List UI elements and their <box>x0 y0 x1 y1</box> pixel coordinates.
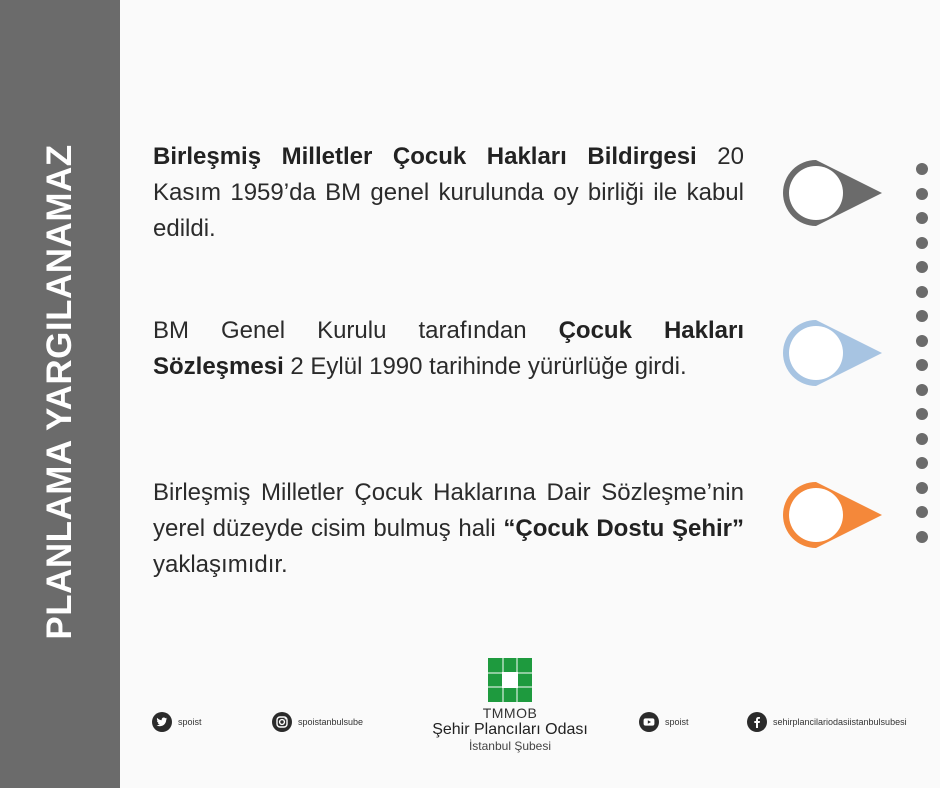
marker-hole <box>789 326 843 380</box>
paragraph-child-friendly-city <box>153 475 744 583</box>
instagram-icon <box>272 712 292 732</box>
sidebar <box>0 0 120 788</box>
child-friendly-text-after: yaklaşımıdır. <box>153 551 288 578</box>
convention-text-after: 2 Eylül 1990 tarihinde yürürlüğe girdi. <box>283 353 687 380</box>
sidebar-title: PLANLAMA YARGILANAMAZ <box>40 144 79 640</box>
dot <box>916 433 928 445</box>
youtube-handle: spoist <box>665 717 689 727</box>
paragraph-convention <box>153 313 744 385</box>
paragraph-declaration <box>153 139 744 247</box>
twitter-handle: spoist <box>178 717 202 727</box>
dot <box>916 531 928 543</box>
location-pin-icon <box>776 155 888 231</box>
facebook-handle: sehirplancilariodasiistanbulsubesi <box>773 717 907 727</box>
dot <box>916 457 928 469</box>
marker-hole <box>789 166 843 220</box>
logo-org-name: Şehir Plancıları Odası <box>432 721 588 738</box>
dot <box>916 408 928 420</box>
convention-title: Çocuk Hakları Sözleşmesi <box>153 317 744 380</box>
social-facebook[interactable] <box>747 711 907 733</box>
dot <box>916 359 928 371</box>
footer <box>120 640 940 788</box>
logo-tmmob: TMMOB <box>482 705 538 721</box>
tmmob-logo-icon <box>488 658 532 702</box>
declaration-text: 20 Kasım 1959’da BM genel kurulunda oy birliği ile kabul edildi. <box>153 143 744 242</box>
dot <box>916 335 928 347</box>
facebook-icon <box>747 712 767 732</box>
logo-branch: İstanbul Şubesi <box>468 739 552 753</box>
child-friendly-title: “Çocuk Dostu Şehir” <box>503 515 745 542</box>
dot <box>916 261 928 273</box>
youtube-icon <box>639 712 659 732</box>
social-twitter[interactable] <box>152 711 202 733</box>
location-pin-icon <box>776 315 888 391</box>
dot <box>916 188 928 200</box>
dot <box>916 237 928 249</box>
declaration-title: Birleşmiş Milletler Çocuk Hakları Bildirgesi <box>153 143 697 170</box>
marker-hole <box>789 488 843 542</box>
dot <box>916 506 928 518</box>
social-youtube[interactable] <box>639 711 689 733</box>
dot <box>916 212 928 224</box>
location-pin-icon <box>776 477 888 553</box>
child-friendly-text-before: Birleşmiş Milletler Çocuk Haklarına Dair Sözleşme’nin yerel düzeyde cisim bulmuş hali <box>153 479 744 542</box>
dot <box>916 286 928 298</box>
instagram-handle: spoistanbulsube <box>298 717 364 727</box>
tmmob-logo <box>420 658 600 753</box>
dot <box>916 163 928 175</box>
dot <box>916 384 928 396</box>
twitter-icon <box>152 712 172 732</box>
social-instagram[interactable] <box>272 711 363 733</box>
dot <box>916 482 928 494</box>
convention-text-before: BM Genel Kurulu tarafından <box>153 317 559 344</box>
dot <box>916 310 928 322</box>
